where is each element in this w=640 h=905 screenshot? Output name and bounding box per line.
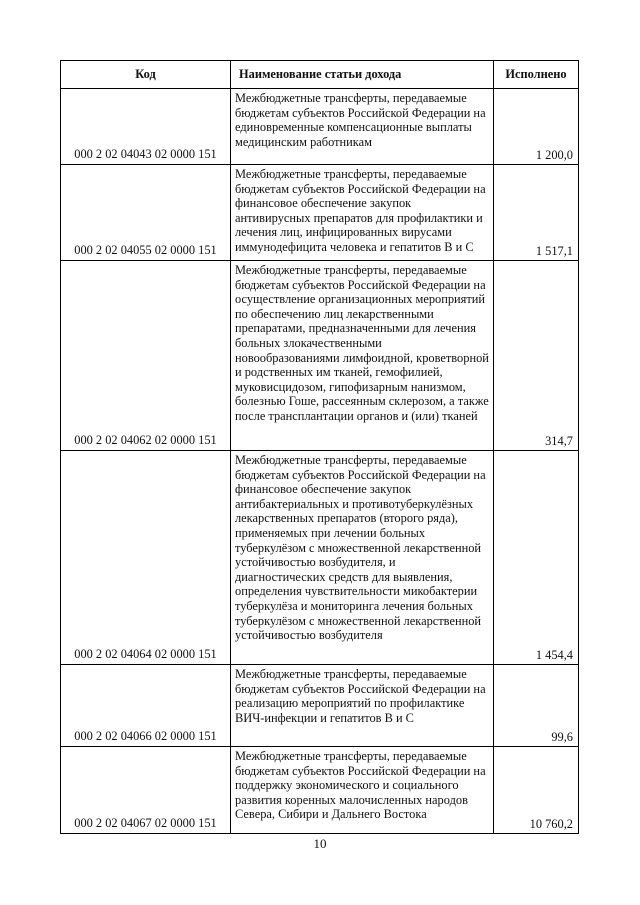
row-name: Межбюджетные трансферты, передаваемые бюджетам субъектов Российской Федерации на осуществление организационных мероприятий по обеспечению лиц лекарственными препаратами, предназначенными для лечения больных злокачественными новообразованиями лимфоидной, кроветворной и родственных им тканей, гемофилией, муковисцидозом, гипофизарным нанизмом, болезнью Гоше, рассеянным склерозом, а также после трансплантации органов и (или) тканей [231, 261, 494, 451]
page-number: 10 [313, 836, 327, 851]
row-amount: 1 200,0 [494, 89, 579, 165]
row-amount: 314,7 [494, 261, 579, 451]
row-name: Межбюджетные трансферты, передаваемые бюджетам субъектов Российской Федерации на поддержку экономического и социального развития коренных малочисленных народов Севера, Сибири и Дальнего Востока [231, 747, 494, 834]
header-amount: Исполнено [494, 61, 579, 89]
header-name: Наименование статьи дохода [231, 61, 494, 89]
row-code: 000 2 02 04066 02 0000 151 [61, 665, 231, 747]
row-code: 000 2 02 04067 02 0000 151 [61, 747, 231, 834]
revenue-table [60, 60, 579, 834]
table-row [61, 165, 579, 261]
row-code: 000 2 02 04043 02 0000 151 [61, 89, 231, 165]
table-row [61, 451, 579, 665]
table-row [61, 89, 579, 165]
row-code: 000 2 02 04064 02 0000 151 [61, 451, 231, 665]
row-name: Межбюджетные трансферты, передаваемые бюджетам субъектов Российской Федерации на реализацию мероприятий по профилактике ВИЧ-инфекции и гепатитов В и С [231, 665, 494, 747]
header-code: Код [61, 61, 231, 89]
row-code: 000 2 02 04062 02 0000 151 [61, 261, 231, 451]
row-amount: 99,6 [494, 665, 579, 747]
row-amount: 1 517,1 [494, 165, 579, 261]
row-name: Межбюджетные трансферты, передаваемые бюджетам субъектов Российской Федерации на единовременные компенсационные выплаты медицинским работникам [231, 89, 494, 165]
row-amount: 10 760,2 [494, 747, 579, 834]
table-row [61, 665, 579, 747]
table-row [61, 261, 579, 451]
row-amount: 1 454,4 [494, 451, 579, 665]
table-row [61, 747, 579, 834]
row-code: 000 2 02 04055 02 0000 151 [61, 165, 231, 261]
table-header-row [61, 61, 579, 89]
row-name: Межбюджетные трансферты, передаваемые бюджетам субъектов Российской Федерации на финансовое обеспечение закупок антибактериальных и противотуберкулёзных лекарственных препаратов (второго ряда), применяемых при лечении больных туберкулёзом с множественной лекарственной устойчивостью возбудителя, и диагностических средств для выявления, определения чувствительности микобактерии туберкулёза и мониторинга лечения больных туберкулёзом с множественной лекарственной устойчивостью возбудителя [231, 451, 494, 665]
row-name: Межбюджетные трансферты, передаваемые бюджетам субъектов Российской Федерации на финансовое обеспечение закупок антивирусных препаратов для профилактики и лечения лиц, инфицированных вирусами иммунодефицита человека и гепатитов В и С [231, 165, 494, 261]
